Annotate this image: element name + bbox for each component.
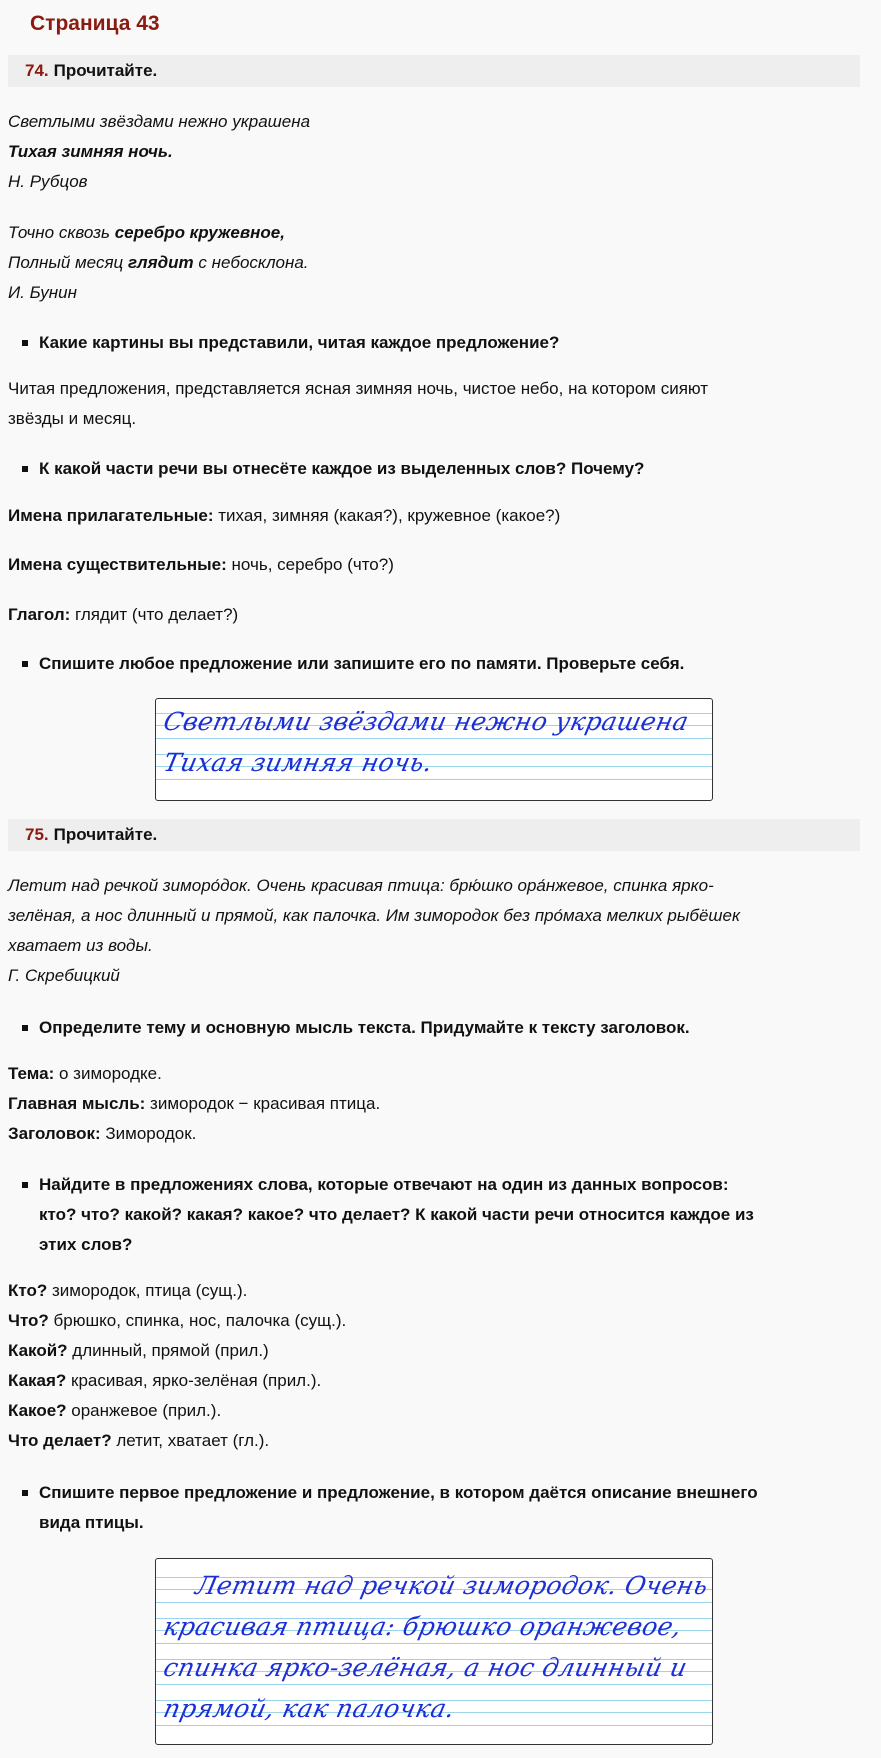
question-bullet: [22, 454, 858, 484]
poem-line: [8, 248, 858, 278]
question-bullet: [22, 1478, 858, 1538]
text-part: Точно сквозь: [8, 223, 115, 242]
bullet-marker: [22, 1490, 28, 1496]
question-bullet: [22, 328, 858, 358]
answer-line: [8, 501, 858, 531]
task-label: Прочитайте.: [53, 61, 158, 80]
answer-line: [8, 1306, 858, 1336]
question-text: этих слов?: [39, 1235, 133, 1254]
answer-label: Какой?: [8, 1341, 68, 1360]
answer-value: тихая, зимняя (какая?), кружевное (какое?): [213, 506, 561, 525]
answer-line: [8, 1059, 858, 1089]
answer-value: глядит (что делает?): [70, 605, 239, 624]
answer-line: [8, 1276, 858, 1306]
answer-line: [8, 550, 858, 580]
ruling-line: [156, 1725, 712, 1726]
task-75-header: [8, 819, 860, 851]
answer-label: Тема:: [8, 1064, 55, 1083]
task-number: 74.: [25, 61, 49, 80]
question-bullet: [22, 649, 858, 679]
answer-label: Кто?: [8, 1281, 48, 1300]
highlighted-words: серебро кружевное,: [114, 223, 285, 242]
answer-value: ночь, серебро (что?): [226, 555, 394, 574]
answer-value: брюшко, спинка, нос, палочка (сущ.).: [48, 1311, 347, 1330]
poem-author: И. Бунин: [8, 283, 77, 302]
poem-author: Н. Рубцов: [8, 172, 88, 191]
question-text: Найдите в предложениях слова, которые отвечают на один из данных вопросов:: [39, 1175, 729, 1194]
story-line: зелёная, а нос длинный и прямой, как палочка. Им зимородок без про́маха мелких рыбёшек: [8, 906, 741, 925]
answer-label: Имена существительные:: [8, 555, 227, 574]
question-bullet: [22, 1170, 858, 1260]
answer-label: Заголовок:: [8, 1124, 101, 1143]
task-label: Прочитайте.: [53, 825, 158, 844]
answer-value: о зимородке.: [54, 1064, 162, 1083]
answer-label: Какая?: [8, 1371, 67, 1390]
text-part: с небосклона.: [193, 253, 309, 272]
poem-line: Светлыми звёздами нежно украшена: [8, 112, 311, 131]
answer-line: звёзды и месяц.: [8, 409, 137, 428]
story-author: Г. Скребицкий: [8, 966, 120, 985]
answer-nouns: [8, 550, 858, 580]
page-title: Страница 43: [30, 12, 160, 35]
ruling-line: [156, 1684, 712, 1685]
story-line: хватает из воды.: [8, 936, 153, 955]
answer-label: Что делает?: [8, 1431, 112, 1450]
answer-line: [8, 1089, 858, 1119]
answer-label: Что?: [8, 1311, 49, 1330]
ruling-line: [156, 1643, 712, 1644]
answer-line: Читая предложения, представляется ясная зимняя ночь, чистое небо, на котором сияют: [8, 379, 709, 398]
ruling-line: [156, 779, 712, 780]
answer-value: зимородок − красивая птица.: [145, 1094, 381, 1113]
answer-label: Глагол:: [8, 605, 71, 624]
answer-adjectives: [8, 501, 858, 531]
answer-verb: [8, 600, 858, 630]
answer-line: [8, 1396, 858, 1426]
answer-line: [8, 1426, 858, 1456]
question-text: кто? что? какой? какая? какое? что делает? К какой части речи относится каждое из: [39, 1205, 754, 1224]
ruling-line: [156, 738, 712, 739]
answer-label: Какое?: [8, 1401, 67, 1420]
question-bullet: [22, 1013, 858, 1043]
answer-value: Зимородок.: [100, 1124, 197, 1143]
answer-line: [8, 1119, 858, 1149]
handwriting-box-74: [155, 698, 713, 801]
answer-value: красивая, ярко-зелёная (прил.).: [66, 1371, 322, 1390]
question-text: Спишите первое предложение и предложение, в котором даётся описание внешнего: [39, 1483, 758, 1502]
answer-value: летит, хватает (гл.).: [111, 1431, 270, 1450]
story-line: Летит над речкой зиморо́док. Очень красивая птица: брю́шко ора́нжевое, спинка ярко-: [8, 876, 714, 895]
handwriting-box-75: [155, 1558, 713, 1745]
answer-value: длинный, прямой (прил.): [67, 1341, 269, 1360]
task-74-header: [8, 55, 860, 87]
answer-label: Главная мысль:: [8, 1094, 146, 1113]
task-number: 75.: [25, 825, 49, 844]
bullet-marker: [22, 661, 28, 667]
answer-line: [8, 1366, 858, 1396]
handwritten-line: Летит над речкой зимородок. Очень: [192, 1571, 711, 1600]
word-answers: [8, 1276, 858, 1456]
answer-value: зимородок, птица (сущ.).: [47, 1281, 248, 1300]
question-text: вида птицы.: [39, 1513, 144, 1532]
story-text: [8, 871, 858, 991]
poem-line: Тихая зимняя ночь.: [8, 142, 173, 161]
answer-line: [8, 1336, 858, 1366]
text-part: Полный месяц: [8, 253, 128, 272]
theme-answers: [8, 1059, 858, 1149]
question-text: Какие картины вы представили, читая каждое предложение?: [39, 333, 560, 352]
poem-rubtsov: [8, 107, 858, 197]
poem-bunin: [8, 218, 858, 308]
answer-value: оранжевое (прил.).: [66, 1401, 222, 1420]
bullet-marker: [22, 1025, 28, 1031]
ruling-line: [156, 1602, 712, 1603]
highlighted-word: глядит: [127, 253, 194, 272]
answer-label: Имена прилагательные:: [8, 506, 214, 525]
handwritten-line: Светлыми звёздами нежно украшена: [160, 707, 692, 736]
answer-line: [8, 600, 858, 630]
question-text: К какой части речи вы отнесёте каждое из выделенных слов? Почему?: [39, 459, 645, 478]
answer-text: [8, 374, 858, 434]
handwritten-line: спинка ярко-зелёная, а нос длинный и: [160, 1653, 690, 1682]
bullet-marker: [22, 466, 28, 472]
bullet-marker: [22, 340, 28, 346]
handwritten-line: прямой, как палочка.: [160, 1694, 458, 1723]
handwritten-line: Тихая зимняя ночь.: [160, 748, 436, 777]
bullet-marker: [22, 1182, 28, 1188]
question-text: Спишите любое предложение или запишите его по памяти. Проверьте себя.: [39, 654, 685, 673]
question-text: Определите тему и основную мысль текста. Придумайте к тексту заголовок.: [39, 1018, 690, 1037]
handwritten-line: красивая птица: брюшко оранжевое,: [160, 1612, 685, 1641]
poem-line: [8, 218, 858, 248]
